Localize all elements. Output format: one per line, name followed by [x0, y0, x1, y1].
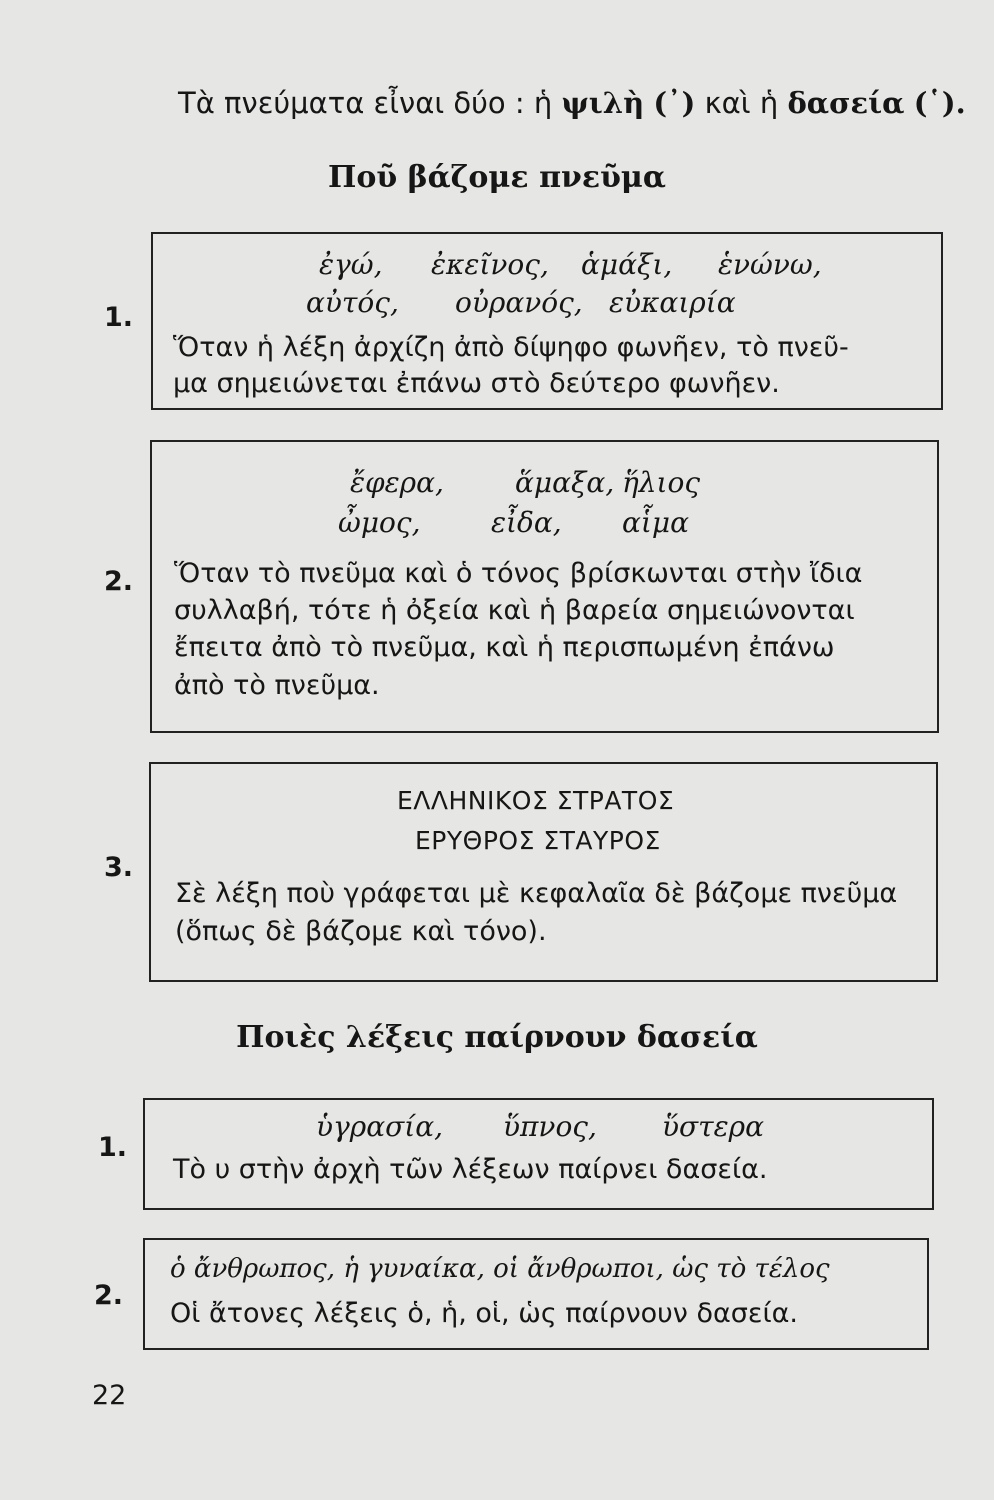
- rule2-text-line: ἔπειτα ἀπὸ τὸ πνεῦμα, καὶ ἡ περισπωμένη ἐπάνω: [174, 632, 835, 663]
- rule3-number: 3.: [104, 852, 134, 883]
- example-word: οὐρανός,: [455, 286, 583, 319]
- psili-term: ψιλὴ: [561, 86, 645, 120]
- example-word: ἐγώ,: [319, 248, 383, 281]
- example-word: ὦμος,: [338, 506, 421, 539]
- example-word: ὑγρασία,: [316, 1110, 444, 1143]
- rule1-box: [151, 232, 943, 410]
- rule2-words-line2: [152, 506, 939, 542]
- intro-line: [178, 86, 966, 120]
- rule1-words-line1: [153, 248, 943, 284]
- rule2-box: [150, 440, 939, 733]
- s2-rule2-number: 2.: [94, 1280, 124, 1311]
- example-word: ὕπνος,: [503, 1110, 597, 1143]
- example-word: ἅμαξα,: [515, 466, 615, 499]
- example-word: ἔφερα,: [350, 466, 444, 499]
- rule2-text-line: Ὅταν τὸ πνεῦμα καὶ ὁ τόνος βρίσκωνται στὴν ἴδια: [174, 558, 863, 589]
- example-word: ὕστερα: [662, 1110, 765, 1143]
- example-word: αὐτός,: [306, 286, 399, 319]
- rule2-text-line: συλλαβή, τότε ἡ ὀξεία καὶ ἡ βαρεία σημειώνονται: [174, 595, 855, 626]
- daseia-term: δασεία: [787, 86, 905, 120]
- rule2-text-line: ἀπὸ τὸ πνεῦμα.: [174, 670, 380, 701]
- s2-rule1-number: 1.: [98, 1132, 128, 1163]
- rule3-text-line: Σὲ λέξη ποὺ γράφεται μὲ κεφαλαῖα δὲ βάζομε πνεῦμα: [175, 878, 898, 909]
- example-word: ἥλιος: [622, 466, 701, 499]
- rule3-caps-line2: ΕΡΥΘΡΟΣ ΣΤΑΥΡΟΣ: [415, 826, 661, 855]
- rule1-words-line2: [153, 286, 943, 322]
- s2-rule2-box: [143, 1238, 929, 1350]
- rule1-text-line: Ὅταν ἡ λέξη ἀρχίζη ἀπὸ δίψηφο φωνῆεν, τὸ πνεῦ-: [173, 332, 849, 363]
- s2-rule1-text: Τὸ υ στὴν ἀρχὴ τῶν λέξεων παίρνει δασεία.: [173, 1154, 768, 1185]
- intro-and: καὶ ἡ: [704, 86, 779, 120]
- rule2-number: 2.: [104, 566, 134, 597]
- page-number: 22: [92, 1380, 127, 1411]
- s2-rule2-examples: ὁ ἄνθρωπος, ἡ γυναίκα, οἱ ἄνθρωποι, ὡς τὸ τέλος: [170, 1254, 830, 1284]
- psili-mark: (᾿): [653, 86, 696, 120]
- s2-rule1-words: [145, 1110, 934, 1146]
- rule3-text-line: (ὅπως δὲ βάζομε καὶ τόνο).: [175, 916, 547, 947]
- daseia-mark: (῾).: [913, 86, 966, 120]
- section1-title: Ποῦ βάζομε πνεῦμα: [328, 160, 666, 195]
- rule3-caps-line1: ΕΛΛΗΝΙΚΟΣ ΣΤΡΑΤΟΣ: [397, 786, 675, 815]
- rule1-number: 1.: [104, 302, 134, 333]
- s2-rule1-box: [143, 1098, 934, 1210]
- example-word: ἐκεῖνος,: [431, 248, 549, 281]
- rule1-text-line: μα σημειώνεται ἐπάνω στὸ δεύτερο φωνῆεν.: [173, 368, 780, 399]
- rule3-box: [149, 762, 938, 982]
- s2-rule2-text: Οἱ ἄτονες λέξεις ὁ, ἡ, οἱ, ὡς παίρνουν δασεία.: [170, 1298, 799, 1329]
- example-word: αἷμα: [622, 506, 689, 539]
- section2-title: Ποιὲς λέξεις παίρνουν δασεία: [236, 1020, 758, 1055]
- rule2-words-line1: [152, 466, 939, 502]
- example-word: ἑνώνω,: [718, 248, 822, 281]
- example-word: εὐκαιρία: [609, 286, 736, 319]
- example-word: εἶδα,: [491, 506, 562, 539]
- intro-text: Τὰ πνεύματα εἶναι δύο : ἡ: [178, 86, 553, 120]
- example-word: ἁμάξι,: [581, 248, 673, 281]
